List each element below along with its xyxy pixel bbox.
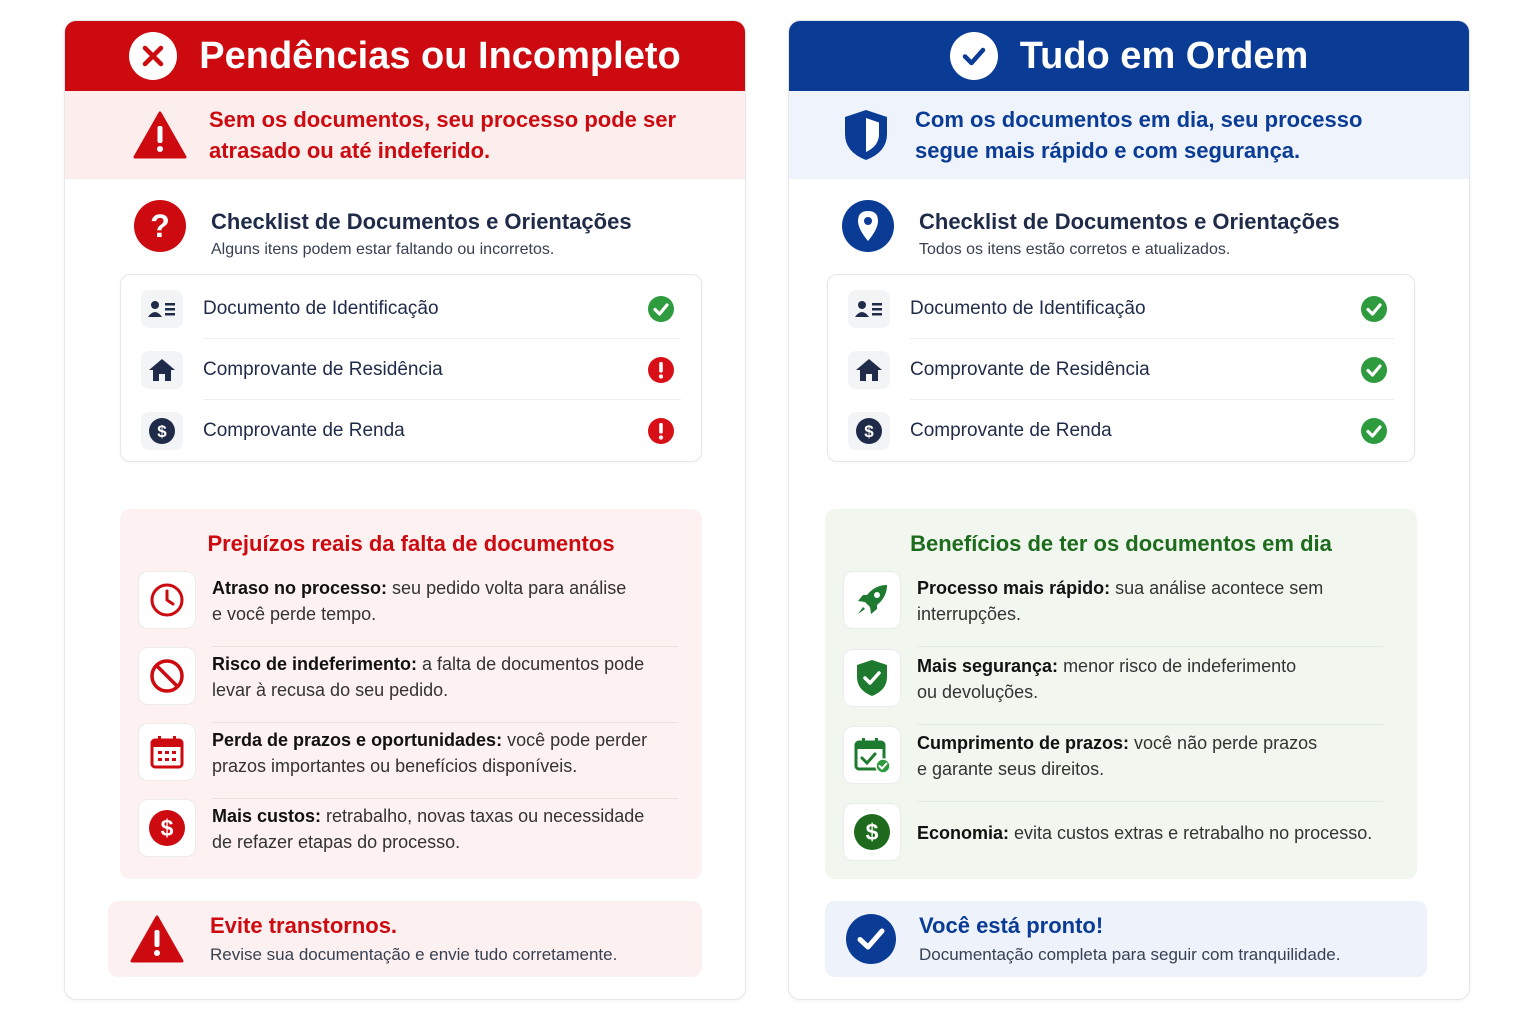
benefit-item: Cumprimento de prazos: você não perde prazos e garante seus direitos. (843, 726, 1383, 788)
check-circle-icon (1360, 417, 1388, 445)
footer-text: Documentação completa para seguir com tranquilidade. (919, 945, 1341, 964)
document-label: Comprovante de Renda (910, 419, 1112, 441)
svg-text:$: $ (865, 819, 879, 845)
document-label: Comprovante de Renda (203, 419, 405, 441)
location-pin-icon (841, 199, 895, 253)
document-label: Documento de Identificação (203, 297, 439, 319)
document-checklist (120, 274, 702, 462)
id-card-icon (848, 290, 890, 328)
svg-text:$: $ (160, 815, 174, 841)
ok-footer (825, 901, 1427, 977)
svg-text:$: $ (864, 421, 874, 441)
close-icon (129, 32, 177, 80)
warning-icon (130, 915, 184, 963)
loss-item: Risco de indeferimento: a falta de documentos pode levar à recusa do seu pedido. (138, 647, 678, 709)
checklist-subtitle: Todos os itens estão corretos e atualizados. (919, 241, 1231, 258)
pending-panel (64, 20, 746, 1000)
shield-icon (841, 108, 891, 162)
pending-title: Pendências ou Incompleto (199, 34, 681, 77)
pending-checklist-header (133, 199, 632, 259)
check-circle-icon (647, 295, 675, 323)
benefit-item: Mais segurança: menor risco de indeferimento ou devoluções. (843, 649, 1383, 711)
dollar-coin-icon (843, 803, 901, 861)
document-row[interactable] (828, 339, 1414, 400)
pending-warning-banner (65, 91, 745, 179)
document-row[interactable] (121, 339, 701, 400)
document-label: Documento de Identificação (910, 297, 1146, 319)
footer-title: Evite transtornos. (210, 913, 398, 938)
document-row[interactable] (828, 400, 1414, 461)
loss-item: Atraso no processo: seu pedido volta para análise e você perde tempo. (138, 571, 678, 633)
document-row[interactable] (121, 400, 701, 461)
ok-header (789, 21, 1469, 91)
loss-item: $ Mais custos: retrabalho, novas taxas ou necessidade de refazer etapas do processo. (138, 799, 678, 861)
house-icon (141, 351, 183, 389)
checklist-subtitle: Alguns itens podem estar faltando ou incorretos. (211, 241, 555, 258)
clock-icon (138, 571, 196, 629)
calendar-icon (138, 723, 196, 781)
losses-section (120, 509, 702, 879)
question-icon (133, 199, 187, 253)
footer-text: Revise sua documentação e envie tudo corretamente. (210, 945, 618, 964)
checklist-title: Checklist de Documentos e Orientações (919, 209, 1340, 234)
check-circle-icon (845, 913, 897, 965)
house-icon (848, 351, 890, 389)
check-icon (950, 32, 998, 80)
ok-panel (788, 20, 1470, 1000)
warning-icon (133, 111, 187, 159)
footer-title: Você está pronto! (919, 913, 1104, 938)
dollar-coin-icon (138, 799, 196, 857)
dollar-icon (141, 412, 183, 450)
alert-circle-icon (647, 417, 675, 445)
loss-item: Perda de prazos e oportunidades: você pode perder prazos importantes ou benefícios disponíveis. (138, 723, 678, 785)
dollar-icon (848, 412, 890, 450)
ok-info-banner (789, 91, 1469, 179)
benefits-section (825, 509, 1417, 879)
alert-circle-icon (647, 356, 675, 384)
pending-warning-text: Sem os documentos, seu processo pode ser atrasado ou até indeferido. (209, 107, 677, 163)
document-row[interactable] (828, 278, 1414, 339)
shield-check-icon (843, 649, 901, 707)
id-card-icon (141, 290, 183, 328)
document-label: Comprovante de Residência (203, 358, 443, 380)
losses-title: Prejuízos reais da falta de documentos (207, 531, 615, 556)
benefits-title: Benefícios de ter os documentos em dia (910, 531, 1332, 556)
ok-info-text: Com os documentos em dia, seu processo segue mais rápido e com segurança. (915, 107, 1363, 163)
rocket-icon (843, 571, 901, 629)
document-label: Comprovante de Residência (910, 358, 1150, 380)
ok-title: Tudo em Ordem (1019, 34, 1309, 77)
svg-text:$: $ (157, 421, 167, 441)
document-checklist (827, 274, 1415, 462)
benefit-item: $ Economia: evita custos extras e retrabalho no processo. (843, 803, 1383, 865)
ok-checklist-header (841, 199, 1340, 259)
check-circle-icon (1360, 295, 1388, 323)
prohibited-icon (138, 647, 196, 705)
benefit-item: Processo mais rápido: sua análise acontece sem interrupções. (843, 571, 1383, 633)
pending-header (65, 21, 745, 91)
calendar-check-icon (843, 726, 901, 784)
document-row[interactable] (121, 278, 701, 339)
check-circle-icon (1360, 356, 1388, 384)
svg-text:?: ? (150, 208, 170, 244)
checklist-title: Checklist de Documentos e Orientações (211, 209, 632, 234)
pending-footer (108, 901, 702, 977)
